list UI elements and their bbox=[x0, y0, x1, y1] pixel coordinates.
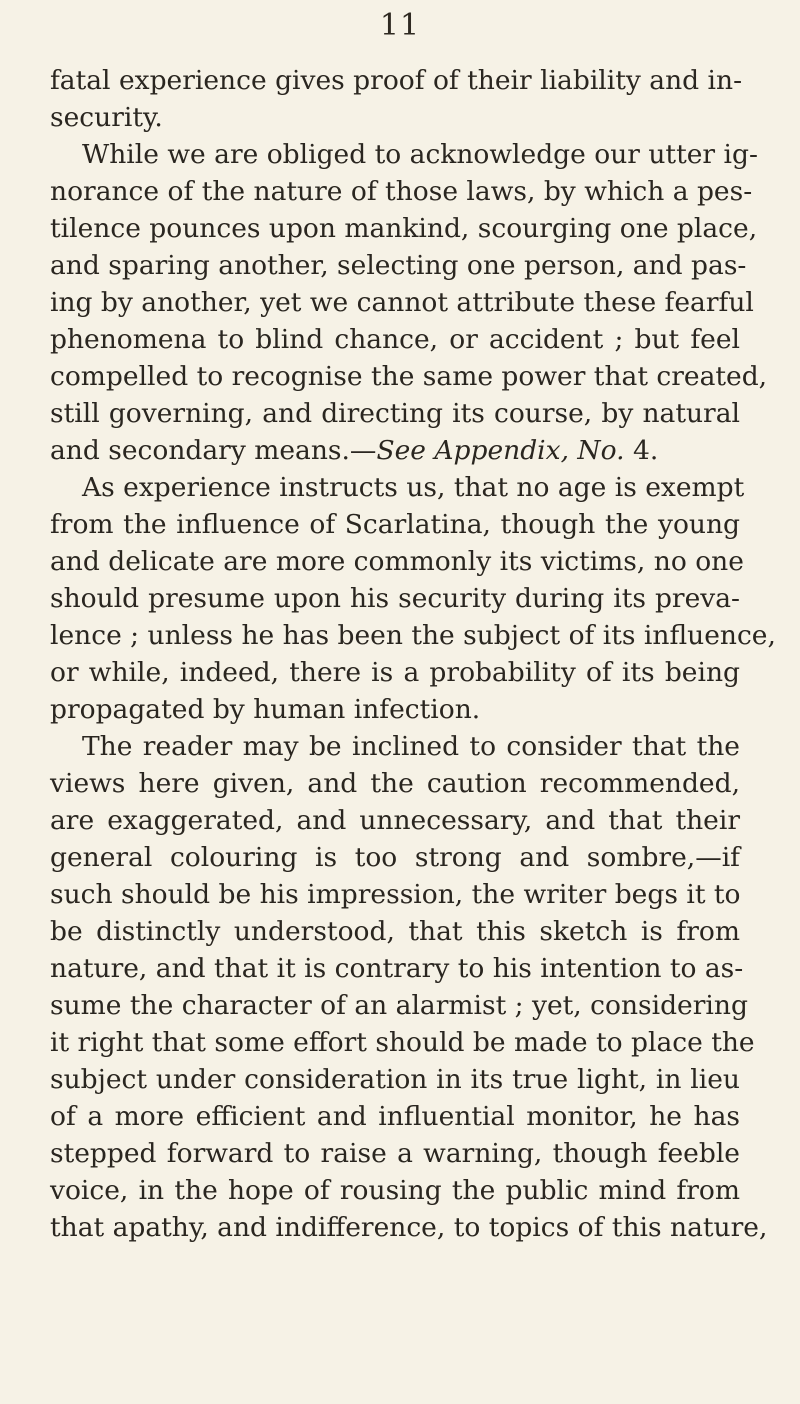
text-line: should presume upon his security during its preva- bbox=[50, 583, 740, 614]
text-line bbox=[50, 432, 740, 469]
body-text bbox=[50, 62, 776, 1246]
text-line: it right that some effort should be made to place the bbox=[50, 1027, 755, 1058]
text-line: subject under consideration in its true light, in lieu bbox=[50, 1064, 740, 1095]
text-line: compelled to recognise the same power that created, bbox=[50, 361, 768, 392]
text-line: are exaggerated, and unnecessary, and that their bbox=[50, 805, 740, 836]
text-line: be distinctly understood, that this sketch is from bbox=[50, 916, 740, 947]
text-line: lence ; unless he has been the subject of its influence, bbox=[50, 620, 776, 651]
text-line: of a more efficient and influential monitor, he has bbox=[50, 1101, 740, 1132]
text-line: As experience instructs us, that no age is exempt bbox=[82, 472, 745, 503]
text-line: views here given, and the caution recommended, bbox=[50, 768, 740, 799]
text-line: tilence pounces upon mankind, scourging one place, bbox=[50, 213, 758, 244]
text-line: and sparing another, selecting one person, and pas- bbox=[50, 250, 747, 281]
text-line: or while, indeed, there is a probability of its being bbox=[50, 657, 740, 688]
text-line: such should be his impression, the writer begs it to bbox=[50, 879, 741, 910]
text-line: general colouring is too strong and sombre,—if bbox=[50, 842, 740, 873]
appendix-reference: See Appendix, No. bbox=[376, 435, 625, 466]
text-line: ing by another, yet we cannot attribute these fearful bbox=[50, 287, 754, 318]
text-line: fatal experience gives proof of their liability and in- bbox=[50, 65, 743, 96]
page-number: 11 bbox=[379, 8, 421, 43]
text-line: from the influence of Scarlatina, though the young bbox=[50, 509, 740, 540]
text-line: that apathy, and indifference, to topics of this nature, bbox=[50, 1212, 768, 1243]
text-line: stepped forward to raise a warning, though feeble bbox=[50, 1138, 740, 1169]
text-line: voice, in the hope of rousing the public mind from bbox=[50, 1175, 740, 1206]
text-line: The reader may be inclined to consider that the bbox=[82, 731, 740, 762]
text-line: propagated by human infection. bbox=[50, 694, 481, 725]
line-text: and secondary means.— bbox=[50, 435, 377, 466]
text-line: security. bbox=[50, 102, 163, 133]
text-line: nature, and that it is contrary to his intention to as- bbox=[50, 953, 744, 984]
text-line: and delicate are more commonly its victims, no one bbox=[50, 546, 744, 577]
text-line: still governing, and directing its course, by natural bbox=[50, 398, 740, 429]
text-line: While we are obliged to acknowledge our utter ig- bbox=[82, 139, 758, 170]
text-line: phenomena to blind chance, or accident ; but feel bbox=[50, 324, 740, 355]
text-line: norance of the nature of those laws, by which a pes- bbox=[50, 176, 753, 207]
line-text: 4. bbox=[624, 435, 659, 466]
text-line: sume the character of an alarmist ; yet, considering bbox=[50, 990, 748, 1021]
